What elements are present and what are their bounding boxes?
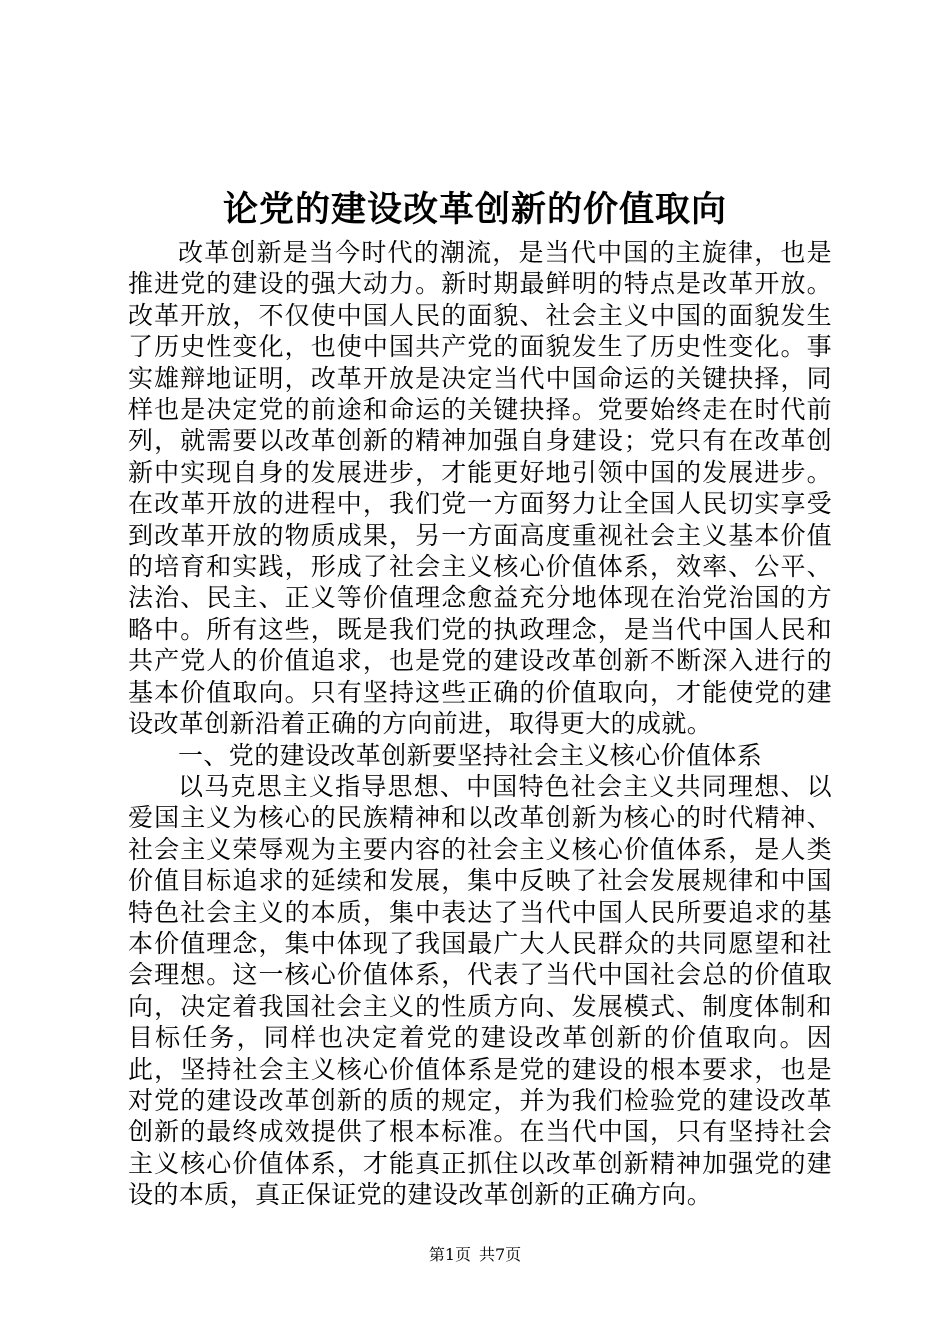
document-title: 论党的建设改革创新的价值取向 [222, 189, 727, 230]
page-footer [0, 1244, 950, 1266]
paragraph-intro: 改革创新是当今时代的潮流，是当代中国的主旋律，也是推进党的建设的强大动力。新时期最鲜明的特点是改革开放。改革开放，不仅使中国人民的面貌、社会主义中国的面貌发生了历史性变化，也使中国共产党的面貌发生了历史性变化。事实雄辩地证明，改革开放是决定当代中国命运的关键抉择，同样也是决定党的前途和命运的关键抉择。党要始终走在时代前列，就需要以改革创新的精神加强自身建设；党只有在改革创新中实现自身的发展进步，才能更好地引领中国的发展进步。在改革开放的进程中，我们党一方面努力让全国人民切实享受到改革开放的物质成果，另一方面高度重视社会主义基本价值的培育和实践，形成了社会主义核心价值体系，效率、公平、法治、民主、正义等价值理念愈益充分地体现在治党治国的方略中。所有这些，既是我们党的执政理念，是当代中国人民和共产党人的价值追求，也是党的建设改革创新不断深入进行的基本价值取向。只有坚持这些正确的价值取向，才能使党的建设改革创新沿着正确的方向前进，取得更大的成就。 [128, 238, 832, 739]
page-number-current: 第1页 [428, 1245, 471, 1264]
page-number-total: 共7页 [479, 1245, 522, 1264]
document-body [128, 237, 832, 1211]
section-heading-1: 一、党的建设改革创新要坚持社会主义核心价值体系 [178, 740, 763, 770]
paragraph-section-1: 以马克思主义指导思想、中国特色社会主义共同理想、以爱国主义为核心的民族精神和以改革创新为核心的时代精神、社会主义荣辱观为主要内容的社会主义核心价值体系，是人类价值目标追求的延续和发展，集中反映了社会发展规律和中国特色社会主义的本质，集中表达了当代中国人民所要追求的基本价值理念，集中体现了我国最广大人民群众的共同愿望和社会理想。这一核心价值体系，代表了当代中国社会总的价值取向，决定着我国社会主义的性质方向、发展模式、制度体制和目标任务，同样也决定着党的建设改革创新的价值取向。因此，坚持社会主义核心价值体系是党的建设的根本要求，也是对党的建设改革创新的质的规定，并为我们检验党的建设改革创新的最终成效提供了根本标准。在当代中国，只有坚持社会主义核心价值体系，才能真正抓住以改革创新精神加强党的建设的本质，真正保证党的建设改革创新的正确方向。 [128, 771, 832, 1210]
